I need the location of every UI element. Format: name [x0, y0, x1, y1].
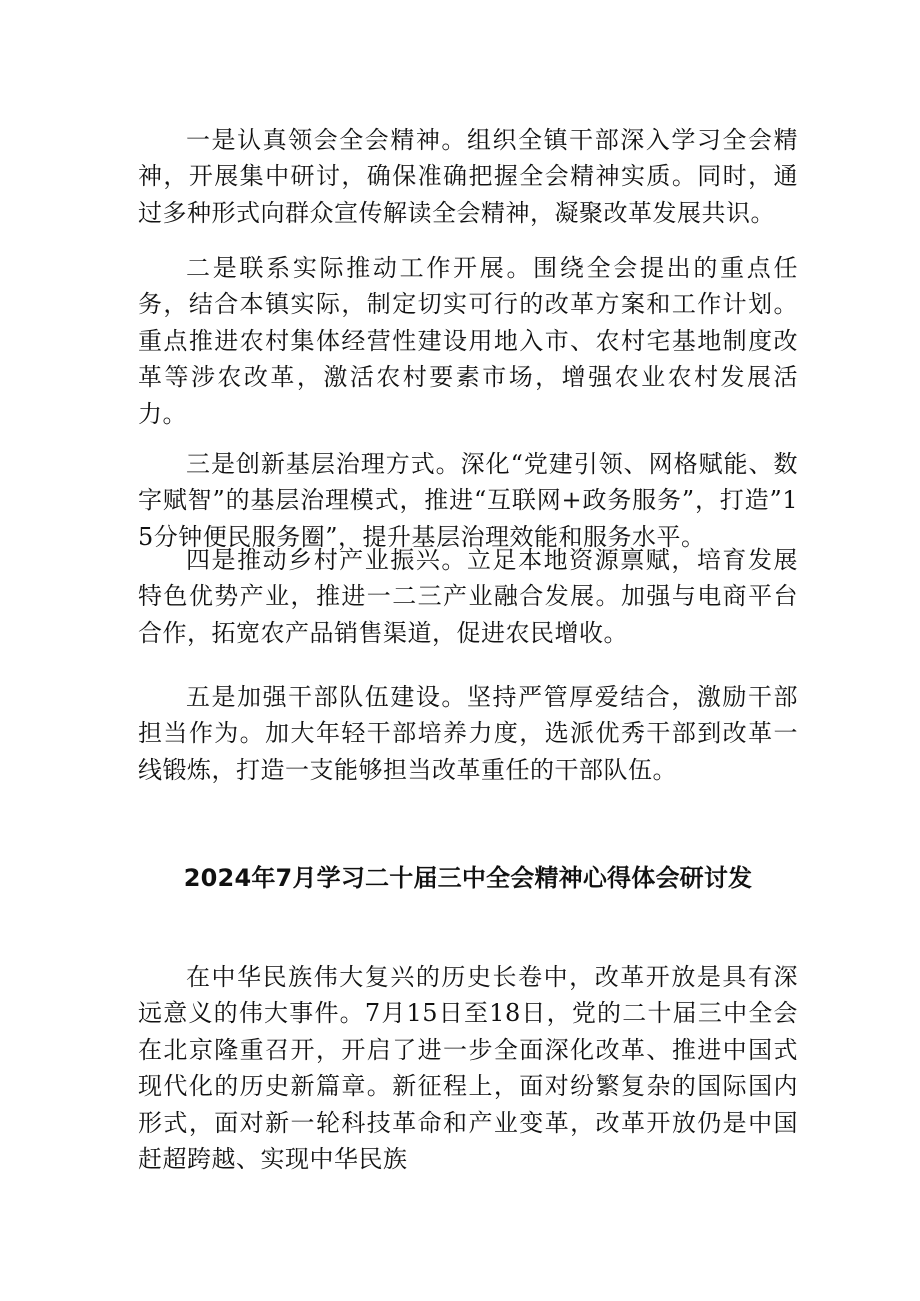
paragraph-study-spirit: 一是认真领会全会精神。组织全镇干部深入学习全会精神，开展集中研讨，确保准确把握全会精神实质。同时，通过多种形式向群众宣传解读全会精神，凝聚改革发展共识。	[138, 126, 798, 227]
paragraph-grassroots-governance: 三是创新基层治理方式。深化“党建引领、网格赋能、数字赋智”的基层治理模式，推进“互联网+政务服务”，打造”15分钟便民服务圈”，提升基层治理效能和服务水平。	[138, 450, 798, 551]
paragraph-practical-work: 二是联系实际推动工作开展。围绕全会提出的重点任务，结合本镇实际，制定切实可行的改革方案和工作计划。重点推进农村集体经营性建设用地入市、农村宅基地制度改革等涉农改革，激活农村要素市场，增强农业农村发展活力。	[138, 254, 798, 428]
paragraph-cadre-team: 五是加强干部队伍建设。坚持严管厚爱结合，激励干部担当作为。加大年轻干部培养力度，选派优秀干部到改革一线锻炼，打造一支能够担当改革重任的干部队伍。	[138, 683, 798, 784]
paragraph-rural-industry: 四是推动乡村产业振兴。立足本地资源禀赋，培育发展特色优势产业，推进一二三产业融合发展。加强与电商平台合作，拓宽农产品销售渠道，促进农民增收。	[138, 546, 798, 647]
section-title: 2024年7月学习二十届三中全会精神心得体会研讨发	[183, 864, 753, 892]
paragraph-reform-opening: 在中华民族伟大复兴的历史长卷中，改革开放是具有深远意义的伟大事件。7月15日至18日，党的二十届三中全会在北京隆重召开，开启了进一步全面深化改革、推进中国式现代化的历史新篇章。新征程上，面对纷繁复杂的国际国内形式，面对新一轮科技革命和产业变革，改革开放仍是中国赶超跨越、实现中华民族	[138, 963, 798, 1174]
